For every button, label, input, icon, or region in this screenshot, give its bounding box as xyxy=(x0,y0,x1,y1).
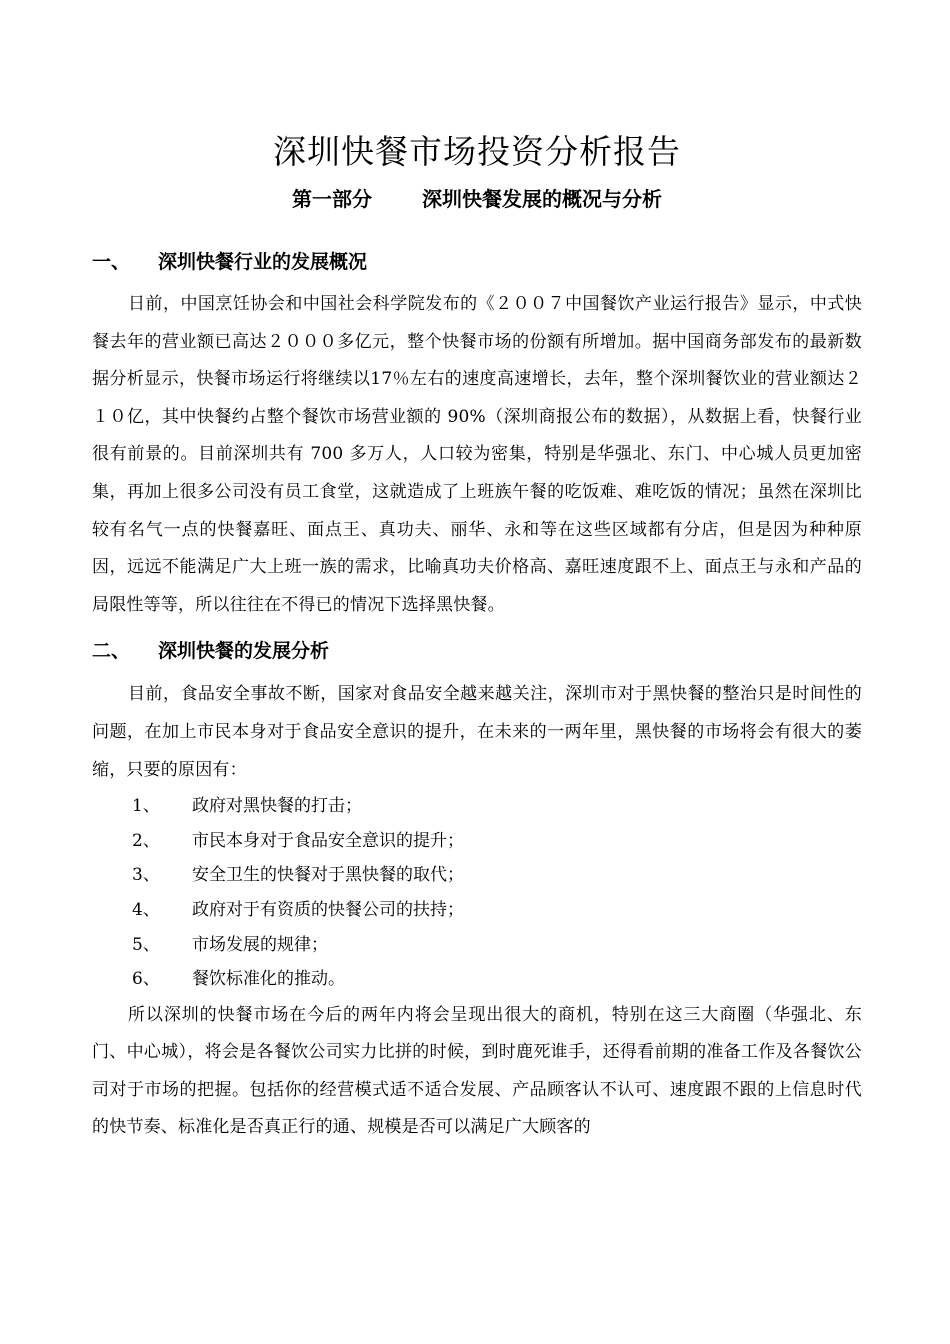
list-item xyxy=(92,824,862,859)
list-index: 4、 xyxy=(132,899,160,920)
reason-list xyxy=(92,789,862,997)
document-title: 深圳快餐市场投资分析报告 xyxy=(273,132,681,171)
section-title: 深圳快餐的发展分析 xyxy=(158,640,330,663)
section-number: 二、 xyxy=(92,640,131,663)
part-label: 第一部分 xyxy=(292,187,372,211)
list-index: 1、 xyxy=(132,796,160,817)
section-number: 一、 xyxy=(92,251,131,273)
list-text: 安全卫生的快餐对于黑快餐的取代； xyxy=(192,865,464,886)
section-heading xyxy=(92,247,862,277)
section-1 xyxy=(92,247,862,624)
list-index: 6、 xyxy=(132,969,160,990)
section-title: 深圳快餐行业的发展概况 xyxy=(158,251,368,273)
section-paragraph: 日前，中国烹饪协会和中国社会科学院发布的《２００７中国餐饮产业运行报告》显示，中式快餐去年的营业额已高达２０００多亿元，整个快餐市场的份额有所增加。据中国商务部发布的最新数据分析显示，快餐市场运行将继续以17％左右的速度高速增长，去年，整个深圳餐饮业的营业额达２１０亿，其中快餐约占整个餐饮市场营业额的 90%（深圳商报公布的数据），从数据上看，快餐行业很有前景的。目前深圳共有 700 多万人，人口较为密集，特别是华强北、东门、中心城人员更加密集，再加上很多公司没有员工食堂，这就造成了上班族午餐的吃饭难、难吃饭的情况；虽然在深圳比较有名气一点的快餐嘉旺、面点王、真功夫、丽华、永和等在这些区域都有分店，但是因为种种原因，远远不能满足广大上班一族的需求，比喻真功夫价格高、嘉旺速度跟不上、面点王与永和产品的局限性等等，所以往往在不得已的情况下选择黑快餐。 xyxy=(92,294,862,615)
part-title xyxy=(92,184,862,214)
list-item xyxy=(92,893,862,928)
section-heading xyxy=(92,636,862,666)
part-heading: 深圳快餐发展的概况与分析 xyxy=(422,187,662,211)
list-text: 市民本身对于食品安全意识的提升； xyxy=(192,830,464,851)
list-index: 5、 xyxy=(132,934,160,955)
list-index: 2、 xyxy=(132,830,160,851)
list-index: 3、 xyxy=(132,865,160,886)
section-2 xyxy=(92,636,862,1147)
section-paragraph: 目前，食品安全事故不断，国家对食品安全越来越关注，深圳市对于黑快餐的整治只是时间性的问题，在加上市民本身对于食品安全意识的提升，在未来的一两年里，黑快餐的市场将会有很大的萎缩，只要的原因有： xyxy=(92,684,862,780)
list-item xyxy=(92,928,862,963)
closing-paragraph: 所以深圳的快餐市场在今后的两年内将会呈现出很大的商机，特别在这三大商圈（华强北、东门、中心城），将会是各餐饮公司实力比拼的时候，到时鹿死谁手，还得看前期的准备工作及各餐饮公司对于市场的把握。包括你的经营模式适不适合发展、产品顾客认不认可、速度跟不跟的上信息时代的快节奏、标准化是否真正行的通、规模是否可以满足广大顾客的 xyxy=(92,1004,862,1138)
list-item xyxy=(92,858,862,893)
list-text: 市场发展的规律； xyxy=(192,934,328,955)
list-text: 政府对于有资质的快餐公司的扶持； xyxy=(192,899,464,920)
list-text: 政府对黑快餐的打击； xyxy=(192,796,362,817)
list-text: 餐饮标准化的推动。 xyxy=(192,969,345,990)
list-item xyxy=(92,962,862,997)
list-item xyxy=(92,789,862,824)
